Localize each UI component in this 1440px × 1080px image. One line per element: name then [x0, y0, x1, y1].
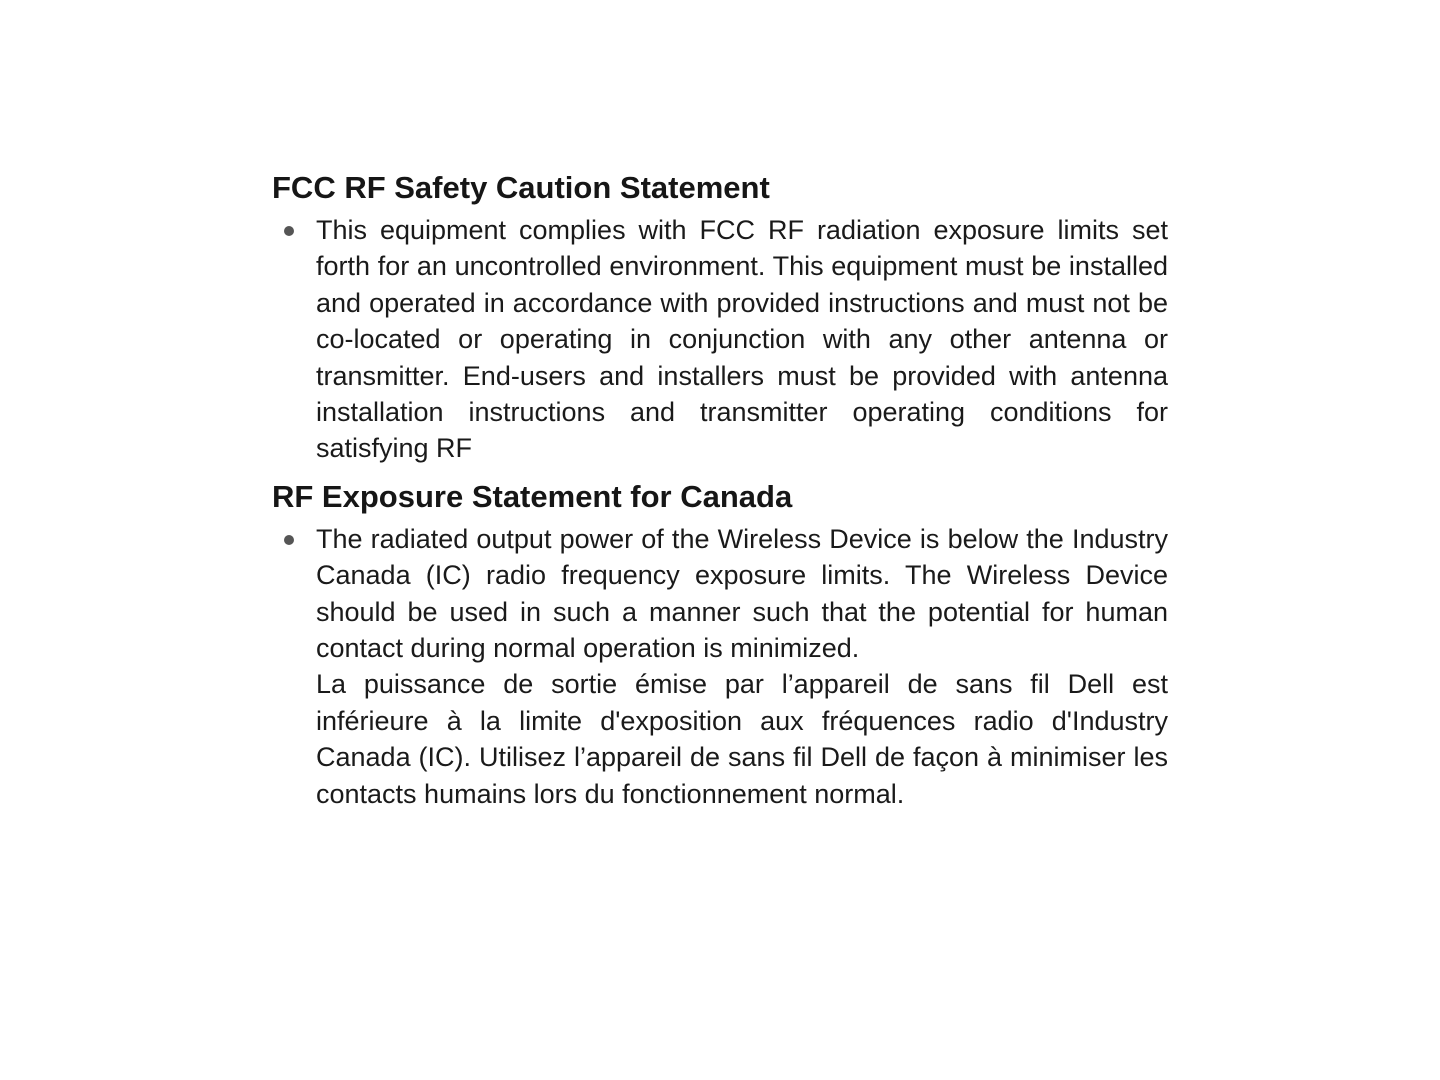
bullet-dot-icon: [284, 535, 294, 545]
document-page: [272, 168, 1172, 812]
fcc-bullet-item: [272, 212, 1172, 467]
fcc-section-title: FCC RF Safety Caution Statement: [272, 170, 770, 205]
canada-statement-text-french: La puissance de sortie émise par l’appareil de sans fil Dell est inférieure à la limite d'exposition aux fréquences radio d'Industry Canada (IC). Utilisez l’appareil de sans fil Dell de façon à minimiser les contacts humains lors du fonctionnement normal.: [316, 669, 1168, 809]
canada-section-title: RF Exposure Statement for Canada: [272, 478, 793, 514]
canada-statement-text-english: The radiated output power of the Wireless Device is below the Industry Canada (IC) radio frequency exposure limits. The Wireless Device should be used in such a manner such that the potential for human contact during normal operation is minimized.: [316, 523, 1168, 664]
fcc-statement-text: This equipment complies with FCC RF radiation exposure limits set forth for an uncontrolled environment. This equipment must be installed and operated in accordance with provided instructions and must not be co-located or operating in conjunction with any other antenna or transmitter. End-users and installers must be provided with antenna installation instructions and transmitter operating conditions for satisfying RF: [316, 215, 1168, 464]
bullet-dot-icon: [284, 226, 294, 236]
canada-bullet-item: [272, 521, 1172, 812]
